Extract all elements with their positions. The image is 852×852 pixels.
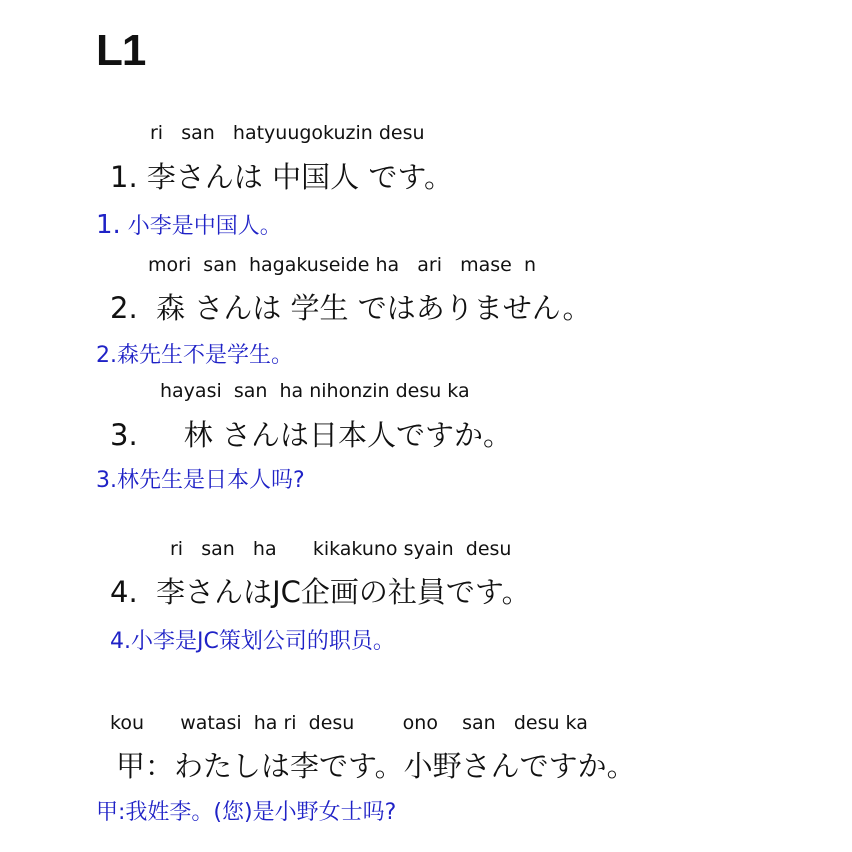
chinese-translation-3: 3.林先生是日本人吗? — [96, 468, 305, 493]
japanese-sentence-5: 甲：わたしは李です。小野さんですか。 — [116, 749, 636, 783]
romaji-line-3: hayasi san ha nihonzin desu ka — [160, 380, 470, 402]
japanese-sentence-2: 2. 森 さんは 学生 ではありません。 — [110, 291, 592, 325]
romaji-line-5: kou watasi ha ri desu ono san desu ka — [110, 712, 588, 734]
japanese-sentence-1: 1. 李さんは 中国人 です。 — [110, 160, 454, 194]
chinese-translation-1-text: 小李是中国人。 — [120, 214, 282, 239]
romaji-line-4: ri san ha kikakuno syain desu — [170, 538, 512, 560]
page-title: L1 — [96, 26, 146, 75]
chinese-translation-2: 2.森先生不是学生。 — [96, 343, 293, 368]
chinese-translation-1-number: 1. — [96, 210, 121, 240]
chinese-translation-4: 4.小李是JC策划公司的职员。 — [110, 629, 395, 654]
japanese-sentence-4: 4. 李さんはJC企画の社員です。 — [110, 575, 531, 609]
romaji-line-1: ri san hatyuugokuzin desu — [150, 122, 425, 144]
chinese-translation-5: 甲:我姓李。(您)是小野女士吗? — [96, 800, 397, 825]
japanese-sentence-3: 3. 林 さんは日本人ですか。 — [110, 418, 512, 452]
chinese-translation-1 — [96, 209, 282, 240]
romaji-line-2: mori san hagakuseide ha ari mase n — [148, 254, 536, 276]
